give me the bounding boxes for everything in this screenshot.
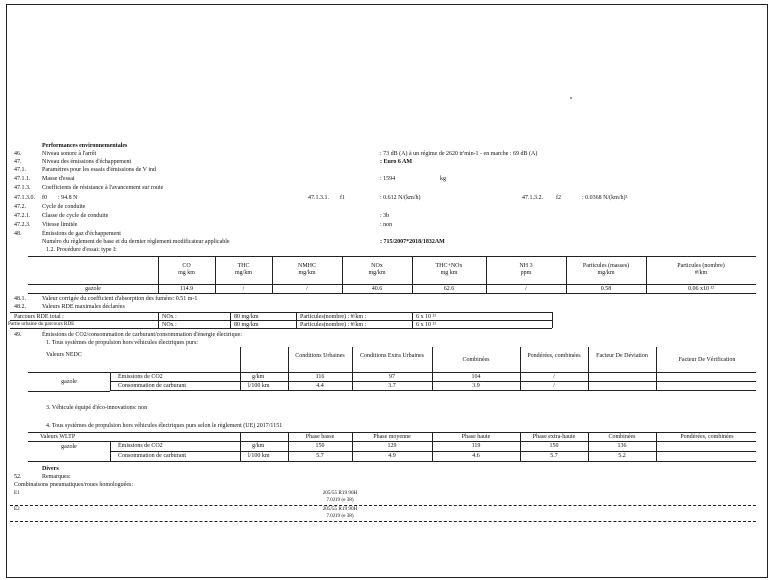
column-header: Particules (nombre) (677, 263, 725, 269)
table-cell: 119 (471, 443, 481, 449)
table-rule (552, 312, 553, 328)
column-header: THC+NOx (435, 263, 463, 269)
column-unit: mg/km (368, 270, 386, 276)
table-cell: 116 (315, 374, 325, 380)
table-cell: 5.2 (618, 453, 626, 459)
fuel-label: gazole (85, 286, 101, 292)
table-rule (110, 390, 756, 391)
column-header: NMHC (297, 263, 316, 269)
column-header: NH 3 (519, 263, 533, 269)
column-header: Conditions Extra Urbaines (360, 353, 424, 359)
table-rule (28, 293, 756, 294)
column-header: Phase haute (461, 434, 491, 440)
fuel-label: gazole (61, 379, 77, 385)
column-header: NOx (371, 263, 383, 269)
item-number: 47.1.3. (14, 185, 31, 191)
table-rule (28, 391, 110, 392)
table-cell: 150 (315, 443, 325, 449)
row-unit: l/100 km (248, 383, 270, 389)
rde-nox-label: NOx : (162, 322, 177, 328)
column-unit: #/km (694, 270, 708, 276)
column-unit: mg km (440, 270, 458, 276)
scan-speck (570, 97, 572, 99)
table-cell: 0.06 x10 ¹² (687, 286, 715, 292)
smoke-text: Valeur corrigée du coefficient d'absorption des fumées: 0.51 m-1 (42, 296, 198, 302)
nedc-label: Valeurs NEDC (46, 352, 82, 358)
table-rule (10, 505, 756, 506)
column-header: Particules (masses) (582, 263, 630, 269)
column-unit: mg/km (234, 270, 252, 276)
table-cell: / (553, 374, 555, 380)
table-rule (158, 312, 159, 328)
procedure-label: 1.2. Procédure d'essai: type I: (46, 247, 117, 253)
wltp-label: Valeurs WLTP (40, 434, 76, 440)
item-label: Cycle de conduite (42, 204, 86, 210)
tyre-size: 205/55 R19 90H (322, 490, 358, 496)
row-unit: g/km (252, 443, 265, 449)
wltp-subheading: 4. Tous systèmes de propulsion hors véhicules électriques purs selon le règlement (UE) 2017/1151 (46, 423, 283, 429)
column-header: Pondérées, combinées (527, 353, 581, 359)
column-unit: mg/km (597, 270, 615, 276)
rde-heading: Valeurs RDE maximales déclarées (42, 304, 125, 310)
row-label: Consommation de carburant (118, 453, 186, 459)
column-unit: ppm (520, 270, 532, 276)
rde-row-label: Partie urbaine du parcours RDE (8, 321, 75, 327)
item-number: 52. (14, 474, 22, 480)
rde-part-label: Particules(nombre) : #/km : (300, 322, 367, 328)
item-value: : 3b (380, 213, 390, 219)
item-value: : 73 dB (A) à un régime de 2620 tr'min-1 - en marche : 69 dB (A) (380, 151, 538, 157)
table-rule (110, 451, 756, 452)
table-cell: 104 (471, 374, 481, 380)
rim-size: 7.0J19 (e 38) (326, 513, 354, 519)
item-number: 49. (14, 332, 22, 338)
column-header: CO (182, 263, 191, 269)
f1-value: : 0.612 N/(km/h) (380, 195, 421, 201)
table-rule (28, 432, 756, 433)
table-cell: / (525, 286, 527, 292)
remarks-label: Remarques: (42, 474, 71, 480)
column-header: Facteur De Déviation (596, 353, 648, 359)
table-rule (412, 312, 413, 328)
tyres-label: Combinaisons pneumatiques/roues homologuées: (14, 482, 133, 488)
table-cell: / (553, 383, 555, 389)
divers-heading: Divers (42, 466, 59, 472)
table-rule (110, 441, 111, 461)
tyre-code: E1 (14, 490, 20, 496)
table-rule (296, 312, 297, 328)
table-cell: 5.7 (316, 453, 324, 459)
table-rule (110, 381, 756, 382)
table-rule (10, 521, 756, 522)
co2-heading: Émissions de CO2/consommation de carburant/consommation d'énergie électrique: (42, 332, 242, 338)
item-label: Classe de cycle de conduite (42, 213, 109, 219)
co2-subheading: 1. Tous systèmes de propulsion hors véhicules électriques purs: (46, 340, 198, 346)
rde-nox-value: 80 mg/km (234, 322, 259, 328)
column-header: Phase extra-haute (532, 434, 576, 440)
item-number: 47.2.3. (14, 222, 31, 228)
f0-label: f0 (42, 195, 47, 201)
table-cell: / (242, 286, 245, 292)
table-rule (240, 432, 241, 461)
column-unit: mg km (178, 270, 195, 276)
item-label: Vitesse limitée (42, 222, 78, 228)
table-cell: 4.6 (472, 453, 480, 459)
table-rule (28, 372, 756, 373)
table-rule (28, 461, 756, 462)
table-cell: 97 (389, 374, 395, 380)
table-cell: 129 (387, 443, 397, 449)
table-rule (28, 441, 756, 442)
table-cell: 4.4 (316, 383, 324, 389)
f2-label: f2 (556, 195, 561, 201)
item-value: : 1594 (380, 176, 396, 182)
rde-nox-label: NOx : (162, 314, 177, 320)
rde-part-value: 6 x 10 ¹¹ (416, 322, 437, 328)
table-rule (10, 320, 552, 321)
column-header: Combinées (462, 357, 490, 363)
item-number: 47.2.1. (14, 213, 31, 219)
table-cell: 5.7 (550, 453, 558, 459)
table-cell: 40.6 (371, 286, 383, 292)
item-unit: kg (440, 176, 446, 182)
rde-nox-value: 80 mg/km (234, 314, 259, 320)
item-number: 47.1. (14, 167, 26, 173)
rde-part-value: 6 x 10 ¹¹ (416, 314, 437, 320)
column-header: Phase moyenne (373, 434, 411, 440)
item-number: 48.1. (14, 296, 26, 302)
item-label: Coefficients de résistance à l'avancement sur route (42, 185, 164, 191)
table-cell: 150 (549, 443, 559, 449)
item-number: 48.2. (14, 304, 26, 310)
table-rule (10, 328, 552, 329)
row-unit: g/km (252, 374, 265, 380)
coeff-number: 47.1.3.0. (14, 195, 35, 201)
item-number: 47.1.1. (14, 176, 31, 182)
table-cell: 3.9 (472, 383, 480, 389)
item-value: : Euro 6 AM (380, 159, 413, 165)
table-cell: 136 (617, 443, 627, 449)
column-header: Conditions Urbaines (295, 353, 345, 359)
column-header: Pondérées, combinées (680, 434, 734, 440)
tyre-code: E2 (14, 506, 20, 512)
column-unit: mg/km (298, 270, 316, 276)
item-number: 47. (14, 159, 22, 165)
item-number: 48. (14, 231, 22, 237)
table-cell: 3.7 (388, 383, 396, 389)
table-rule (110, 372, 111, 391)
fuel-label: gazole (61, 444, 77, 450)
column-header: Facteur De Vérification (678, 357, 736, 363)
tyre-size: 205/55 R19 90H (322, 506, 358, 512)
f0-value: : 94.8 N (58, 195, 78, 201)
rde-row-label: Parcours RDE total : (14, 314, 64, 320)
eco-innovation: 3. Véhicule équipé d'éco-innovations: non (46, 405, 148, 411)
item-number: 46. (14, 151, 22, 157)
table-cell: 114.9 (179, 286, 194, 292)
item-label: Niveau des émissions d'échappement (42, 159, 132, 165)
regulation-label: Numéro du règlement de base et du dernier règlement modificateur applicable (42, 239, 230, 245)
item-value: : non (380, 222, 393, 228)
f1-number: 47.1.3.1. (308, 195, 329, 201)
item-label: Émissions de gaz d'échappement (42, 231, 121, 237)
rim-size: 7.0J19 (e 38) (326, 497, 354, 503)
column-header: Phase basse (305, 434, 335, 440)
table-cell: 4.9 (388, 453, 396, 459)
table-rule (656, 347, 657, 391)
column-header: Combinées (608, 434, 636, 440)
section-heading: Performances environnementales (42, 143, 128, 149)
item-number: 47.2. (14, 204, 26, 210)
table-cell: 0.58 (600, 286, 612, 292)
table-cell: / (306, 286, 308, 292)
row-label: Consommation de carburant (118, 383, 186, 389)
f1-label: f1 (340, 195, 345, 201)
table-rule (240, 347, 241, 391)
item-label: Masse d'essai (42, 176, 75, 182)
f2-number: 47.1.3.2. (522, 195, 543, 201)
regulation-value: : 715/2007*2018/1832AM (380, 239, 445, 245)
f2-value: : 0.0368 N/(km/h)² (582, 195, 628, 201)
item-label: Paramètres pour les essais d'émissions de V ind (42, 167, 157, 173)
row-label: Émissions de CO2 (118, 443, 163, 449)
table-cell: 62.6 (443, 286, 455, 292)
row-unit: l/100 km (248, 453, 270, 459)
column-header: THC (237, 263, 250, 269)
table-rule (10, 312, 552, 313)
row-label: Émissions de CO2 (118, 374, 163, 380)
rde-part-label: Particules(nombre) : #/km : (300, 314, 367, 320)
table-rule (230, 312, 231, 328)
item-label: Niveau sonore à l'arrêt (42, 151, 97, 157)
